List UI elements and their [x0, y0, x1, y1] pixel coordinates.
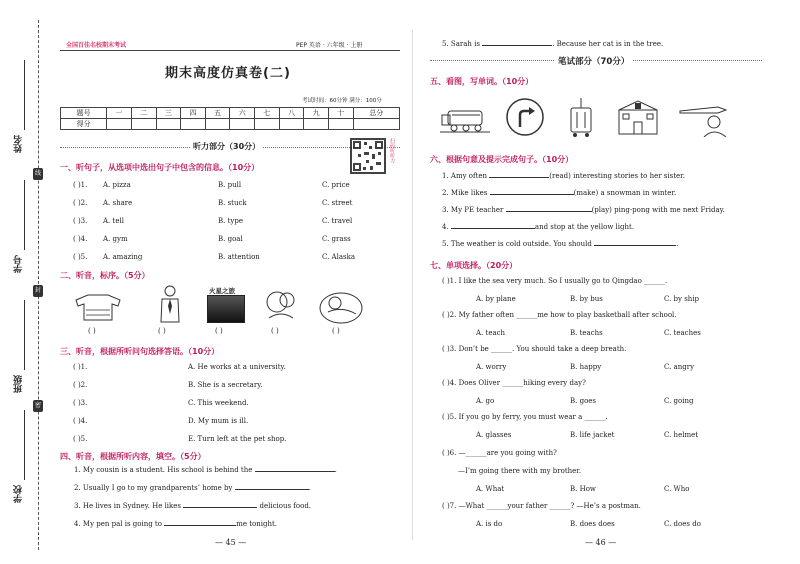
school-label: 学校 [14, 485, 24, 503]
score-cell[interactable] [328, 119, 353, 130]
score-col: 四 [181, 108, 206, 119]
s7-q8-option-c[interactable]: C. does do [664, 520, 701, 528]
s4-blank-3[interactable] [183, 507, 257, 508]
poster-title: 火星之旅 [209, 287, 235, 295]
score-col: 八 [279, 108, 304, 119]
score-col: 十 [328, 108, 353, 119]
section6-title: 六、根据句意及提示完成句子。（10分） [430, 155, 574, 164]
s7-q8-option-b[interactable]: B. does does [570, 520, 615, 528]
s6-item-3-post: (play) ping-pong with me next Friday. [591, 206, 725, 214]
s7-q4-option-b[interactable]: B. goes [570, 397, 597, 405]
seal-mark-3: 密 [33, 400, 43, 412]
s1-item-5-n[interactable]: ( )5. [73, 253, 88, 261]
s3-item-5-answer: E. Turn left at the pet shop. [188, 435, 287, 443]
s4-item-1 [74, 466, 337, 474]
s6-item-1-post: (read) interesting stories to her sister. [549, 172, 685, 180]
suitcase-icon [568, 96, 594, 138]
s7-q5-option-c[interactable]: C. helmet [664, 431, 699, 439]
class-label: 班级 [14, 375, 24, 393]
s3-item-4-bracket[interactable]: ( )4. [73, 417, 88, 425]
s7-question-7: —I’m going there with my brother. [458, 467, 582, 475]
pilot-plane-icon [678, 97, 732, 137]
s6-item-4 [442, 223, 634, 231]
number-line [24, 180, 25, 250]
section5-title: 五、看图，写单词。（10分） [430, 77, 534, 86]
s7-q4-option-a[interactable]: A. go [476, 397, 495, 405]
s6-item-5 [442, 240, 678, 248]
s4-item-2-post: . [308, 484, 311, 492]
r-item5-post: . Because her cat is in the tree. [552, 40, 664, 48]
subject-label: PEP 英语 · 六年级 · 上册 [296, 42, 363, 49]
s1-item-4-b: B. goal [218, 235, 243, 243]
s7-q2-option-c[interactable]: C. teaches [664, 329, 701, 337]
sick-in-bed-icon [318, 288, 364, 326]
r-item5-pre: 5. Sarah is [442, 40, 480, 48]
section1-title: 一、听句子，从选项中选出句子中包含的信息。（10分） [60, 163, 260, 172]
score-cell[interactable] [279, 119, 304, 130]
order-blank-5[interactable]: ( ) [332, 327, 340, 335]
s1-item-5-b: B. attention [218, 253, 260, 261]
s1-item-2-b: B. stuck [218, 199, 247, 207]
score-cell[interactable] [304, 119, 329, 130]
s6-item-5-post: . [676, 240, 679, 248]
r-item5-blank[interactable] [482, 45, 552, 46]
s4-item-2 [74, 484, 311, 492]
score-cell[interactable] [255, 119, 280, 130]
s4-blank-1[interactable] [255, 471, 335, 472]
s7-question-2[interactable]: ( )2. My father often ______me how to play basketball after school. [442, 311, 677, 319]
score-col: 九 [304, 108, 329, 119]
s7-question-6[interactable]: ( )6. —______are you going with? [442, 449, 557, 457]
score-cell[interactable] [181, 119, 206, 130]
s1-item-3-c: C. travel [322, 217, 353, 225]
s7-q7-option-b[interactable]: B. How [570, 485, 596, 493]
s7-q4-option-c[interactable]: C. going [664, 397, 694, 405]
score-cell[interactable] [107, 119, 132, 130]
student-number-label: 学号 [14, 255, 24, 273]
s3-item-4-answer: D. My mum is ill. [188, 417, 249, 425]
page-number-right: — 46 — [585, 538, 617, 547]
s7-question-8[interactable]: ( )7. —What ______your father ______? —He’s a postman. [442, 502, 641, 510]
s7-q7-option-a[interactable]: A. What [476, 485, 505, 493]
s7-q3-option-b[interactable]: B. happy [570, 363, 602, 371]
s3-item-3-bracket[interactable]: ( )3. [73, 399, 88, 407]
s1-item-2-a: A. share [103, 199, 133, 207]
s4-item-3-post: delicious food. [259, 502, 312, 510]
s1-item-3-n[interactable]: ( )3. [73, 217, 88, 225]
s7-question-4[interactable]: ( )4. Does Oliver ______hiking every day? [442, 379, 586, 387]
s7-question-3[interactable]: ( )3. Don’t be ______. You should take a deep breath. [442, 345, 627, 353]
score-header-row [61, 108, 400, 119]
top-tag: 全国百佳名校期末考试 [66, 42, 127, 49]
score-col: 总分 [353, 108, 399, 119]
s7-q3-option-c[interactable]: C. angry [664, 363, 695, 371]
s7-question-1[interactable]: ( )1. I like the sea very much. So I usually go to Qingdao ______. [442, 277, 668, 285]
s7-q5-option-b[interactable]: B. life jacket [570, 431, 615, 439]
page-divider [412, 30, 413, 540]
header-rule [60, 50, 400, 51]
seal-mark-1: 线 [33, 168, 43, 180]
score-cell[interactable] [230, 119, 255, 130]
s1-item-5-a: A. amazing [103, 253, 143, 261]
s7-q1-option-c[interactable]: C. by ship [664, 295, 700, 303]
s4-item-1-post: . [334, 466, 337, 474]
s7-question-5[interactable]: ( )5. If you go by ferry, you must wear a ______. [442, 413, 608, 421]
exam-info: 考试时间：60分钟 满分：100分 [302, 98, 382, 104]
s4-item-2-pre: 2. Usually I go to my grandparents’ home by [74, 484, 233, 492]
school-line [24, 410, 25, 480]
score-cell[interactable] [131, 119, 156, 130]
r-item-5 [442, 40, 663, 48]
s1-item-2-c: C. street [322, 199, 353, 207]
s6-item-2-post: (make) a snowman in winter. [573, 189, 677, 197]
s6-blank-2[interactable] [490, 194, 574, 195]
s1-item-3-b: B. type [218, 217, 243, 225]
s4-item-1-pre: 1. My cousin is a student. His school is behind the [74, 466, 253, 474]
hospital-icon [615, 98, 661, 136]
score-cell[interactable] [156, 119, 181, 130]
s6-blank-5[interactable] [594, 245, 676, 246]
score-col: 二 [131, 108, 156, 119]
s1-item-3-a: A. tell [103, 217, 124, 225]
s3-item-2-answer: B. She is a secretary. [188, 381, 263, 389]
train-icon [440, 105, 490, 133]
score-value-row [61, 119, 400, 130]
s1-item-4-a: A. gym [103, 235, 128, 243]
section4-title: 四、听音，根据所听内容，填空。（5分） [60, 452, 206, 461]
s6-item-1-pre: 1. Amy often [442, 172, 488, 180]
s4-item-3-pre: 3. He lives in Sydney. He likes [74, 502, 182, 510]
s3-item-2-bracket[interactable]: ( )2. [73, 381, 88, 389]
s3-item-3-answer: C. This weekend. [188, 399, 249, 407]
s6-item-5-pre: 5. The weather is cold outside. You should [442, 240, 592, 248]
qr-label: 扫码听听力 [389, 138, 395, 163]
s1-item-1-a: A. pizza [103, 181, 131, 189]
s3-item-1-answer: A. He works at a university. [188, 363, 286, 371]
s4-item-3 [74, 502, 311, 510]
qr-code[interactable] [350, 138, 386, 174]
s7-q5-option-a[interactable]: A. glasses [476, 431, 512, 439]
section7-title: 七、单项选择。（20分） [430, 261, 518, 270]
score-col: 一 [107, 108, 132, 119]
order-blank-3[interactable]: ( ) [215, 327, 223, 335]
page-title: 期末高度仿真卷(二) [165, 66, 291, 81]
section2-title: 二、听音，标序。（5分） [60, 271, 150, 280]
score-table [60, 107, 400, 130]
turn-right-sign-icon [505, 97, 545, 137]
s6-item-3-pre: 3. My PE teacher [442, 206, 504, 214]
s7-q3-option-a[interactable]: A. worry [476, 363, 507, 371]
listening-heading: 听力部分（30分） [190, 141, 263, 152]
s6-blank-1[interactable] [489, 177, 549, 178]
score-col: 五 [205, 108, 230, 119]
s6-item-1 [442, 172, 685, 180]
s6-item-4-post: and stop at the yellow light. [534, 223, 635, 231]
s1-item-4-c: C. grass [322, 235, 351, 243]
name-label: 姓名 [14, 135, 24, 153]
seal-mark-2: 封 [33, 285, 43, 297]
score-col: 七 [255, 108, 280, 119]
order-blank-2[interactable]: ( ) [158, 327, 166, 335]
s4-blank-4[interactable] [164, 525, 236, 526]
businessman-icon [155, 284, 185, 324]
clothes-icon [72, 292, 124, 322]
s7-q8-option-a[interactable]: A. is do [476, 520, 503, 528]
s1-item-1-c: C. price [322, 181, 350, 189]
s4-item-4-post: me tonight. [236, 520, 278, 528]
s1-item-1-n[interactable]: ( )1. [73, 181, 88, 189]
order-blank-1[interactable]: ( ) [88, 327, 96, 335]
s6-blank-4[interactable] [451, 228, 535, 229]
name-line [24, 60, 25, 130]
page-number-left: — 45 — [215, 538, 247, 547]
score-col: 题号 [61, 108, 107, 119]
s1-item-2-n[interactable]: ( )2. [73, 199, 88, 207]
score-cell[interactable] [205, 119, 230, 130]
s4-blank-2[interactable] [235, 489, 309, 490]
score-col: 三 [156, 108, 181, 119]
section3-title: 三、听音，根据所听问句选择答语。（10分） [60, 347, 220, 356]
order-blank-4[interactable]: ( ) [271, 327, 279, 335]
score-cell[interactable] [353, 119, 399, 130]
s6-item-2 [442, 189, 676, 197]
class-line [24, 300, 25, 370]
doctor-checkup-icon [263, 288, 299, 322]
s3-item-1-bracket[interactable]: ( )1. [73, 363, 88, 371]
s7-q2-option-a[interactable]: A. teach [476, 329, 506, 337]
s6-blank-3[interactable] [506, 211, 592, 212]
s7-q1-option-b[interactable]: B. by bus [570, 295, 603, 303]
s3-item-5-bracket[interactable]: ( )5. [73, 435, 88, 443]
s6-item-4-pre: 4. [442, 223, 449, 231]
written-heading: 笔试部分（70分） [555, 55, 632, 67]
s1-item-1-b: B. pull [218, 181, 242, 189]
s4-item-4 [74, 520, 277, 528]
movie-poster-image [207, 295, 245, 323]
s7-q7-option-c[interactable]: C. Who [664, 485, 690, 493]
s7-q2-option-b[interactable]: B. teachs [570, 329, 603, 337]
s6-item-3 [442, 206, 725, 214]
s7-q1-option-a[interactable]: A. by plane [476, 295, 516, 303]
score-col: 六 [230, 108, 255, 119]
qr-icon [352, 140, 384, 172]
score-row-label: 得分 [61, 119, 107, 130]
s1-item-5-c: C. Alaska [322, 253, 356, 261]
s1-item-4-n[interactable]: ( )4. [73, 235, 88, 243]
s6-item-2-pre: 2. Mike likes [442, 189, 488, 197]
s4-item-4-pre: 4. My pen pal is going to [74, 520, 162, 528]
